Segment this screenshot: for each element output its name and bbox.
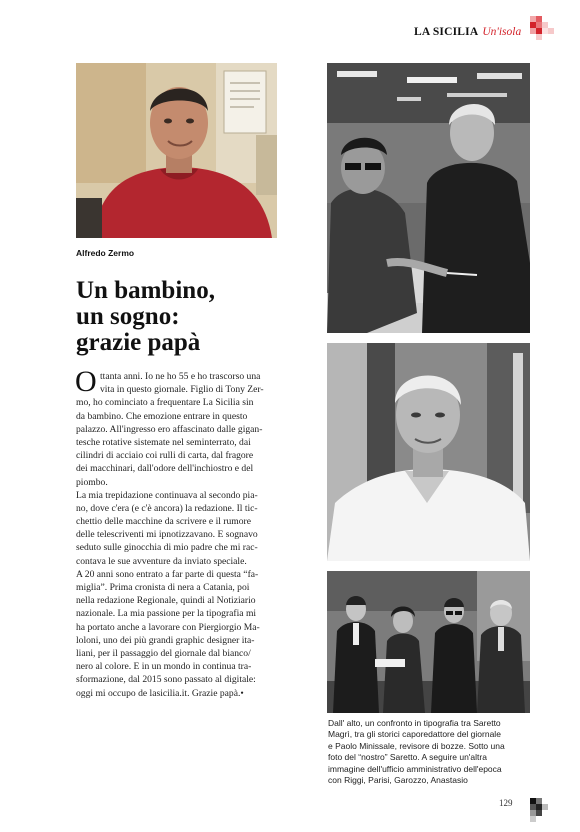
caption-line: Dall' alto, un confronto in tipografia tra Saretto <box>328 718 501 728</box>
office-group-photo <box>327 571 530 713</box>
body-line: nero al colore. E in un mondo in continua tra- <box>76 661 252 673</box>
body-line: La mia trepidazione continuava al secondo pia- <box>76 489 258 501</box>
body-line: nella redazione Regionale, quindi al Notiziario <box>76 595 256 607</box>
caption-line: con Riggi, Parisi, Garozzo, Anastasio <box>328 775 468 786</box>
caption-line: immagine dell'ufficio amministrativo dell'epoca <box>328 763 502 774</box>
body-line: piombo. <box>76 476 108 488</box>
body-line: seduto sulle ginocchia di mio padre che mi rac- <box>76 542 258 554</box>
portrait-photo <box>76 63 277 238</box>
masthead <box>414 26 521 38</box>
body-line: loloni, uno dei più grandi graphic designer ita- <box>76 634 255 646</box>
body-line: sformazione, dal 2015 sono passato al digitale: <box>76 674 256 686</box>
body-line: delle telescriventi mi ipnotizzavano. E sognavo <box>76 529 258 541</box>
body-line: palazzo. All'ingresso ero affascinato dalle gigan- <box>76 423 263 435</box>
page-number: 129 <box>499 798 513 808</box>
man-portrait-photo <box>327 343 530 561</box>
brand-name: LA SICILIA <box>414 26 479 38</box>
headline-line: grazie papà <box>76 329 201 356</box>
portrait-caption: Alfredo Zermo <box>76 248 135 258</box>
body-line: vita in questo giornale. Figlio di Tony Zer- <box>100 384 264 396</box>
body-line: oggi mi occupo de lasicilia.it. Grazie papà.• <box>76 687 244 699</box>
article-body <box>75 365 278 700</box>
body-line: A 20 anni sono entrato a far parte di questa “fa- <box>76 568 259 580</box>
body-line: no, dove c'era (e c'è ancora) la redazione. Il tic- <box>76 502 258 514</box>
headline-line: Un bambino, <box>76 277 215 304</box>
body-line: liani, per il passaggio del giornale dal bianco/ <box>76 647 251 659</box>
body-line: mo, ho cominciato a frequentare La Sicilia sin <box>76 397 254 409</box>
typography-photo <box>327 63 530 333</box>
body-line: chettio delle macchine da scrivere e il rumore <box>76 516 252 528</box>
body-line: nazionale. La mia passione per la tipografia mi <box>76 608 257 620</box>
body-line: contava le sue avventure da inviato speciale. <box>76 555 247 567</box>
headline-line: un sogno: <box>76 303 180 330</box>
brand-tagline: Un'isola <box>482 26 522 38</box>
article-headline <box>76 278 316 356</box>
drop-cap: O <box>75 365 97 398</box>
body-line: dei macchinari, dall'odore dell'inchiostro e del <box>76 463 254 475</box>
caption-line: e Paolo Minissale, revisore di bozze. Sotto una <box>328 740 505 751</box>
body-line: ha portato anche a lavorare con Piergiorgio Ma- <box>76 621 260 633</box>
body-line: da bambino. Che emozione entrare in questo <box>76 410 248 422</box>
caption-line: Magrì, tra gli storici caporedattore del giornale <box>328 729 501 740</box>
body-line: cilindri di acciaio coi rulli di carta, dal fragore <box>76 450 254 462</box>
caption-line: foto del “nostro” Saretto. A seguire un'altra <box>328 752 487 763</box>
body-line-text: ttanta anni. Io ne ho 55 e ho trascorso una <box>100 371 261 382</box>
photo-caption <box>328 718 530 786</box>
body-line: miglia”. Prima cronista di nera a Catania, poi <box>76 582 250 593</box>
body-line: tesche rotative sistemate nel seminterrato, dai <box>76 436 251 448</box>
